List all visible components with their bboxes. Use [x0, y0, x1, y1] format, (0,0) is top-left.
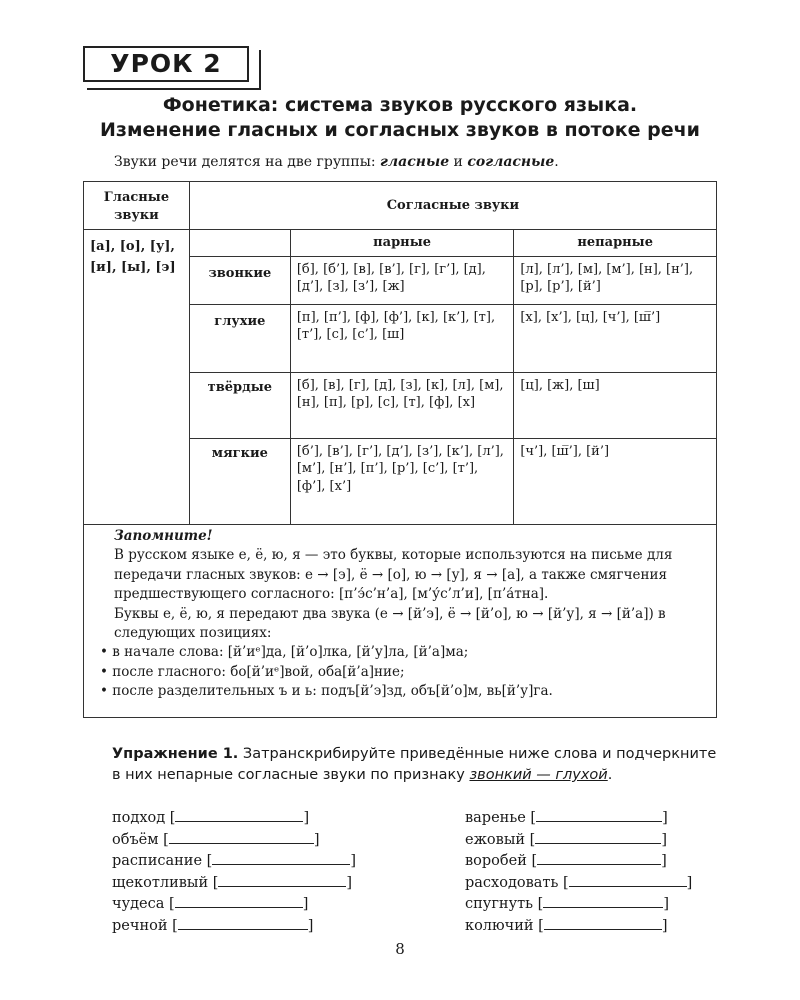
vowels-list: [а], [о], [у], [и], [ы], [э] [84, 230, 190, 525]
word: варенье [465, 810, 526, 826]
word: щекотливый [112, 874, 209, 891]
list-item: чудеса [ ] [112, 896, 309, 913]
list-item: • в начале слова: [й’иᵉ]да, [й’о]лка, [й’у]ла, [й’а]ма; [100, 644, 469, 661]
words-right-column [465, 808, 692, 938]
row-label: мягкие [189, 438, 290, 524]
row-label: глухие [189, 304, 290, 372]
intro-text [114, 154, 559, 170]
answer-blank[interactable] [169, 830, 314, 844]
exercise-end: . [607, 767, 613, 783]
row-label: твёрдые [189, 372, 290, 438]
word: ежовый [465, 831, 526, 848]
word: чудеса [112, 896, 165, 913]
word: речной [112, 917, 168, 934]
answer-blank[interactable] [544, 916, 662, 930]
list-item: щекотливый [ ] [112, 874, 353, 891]
exercise-label: Упражнение 1. [112, 746, 239, 762]
intro-and: и [449, 154, 468, 170]
lesson-title: УРОК 2 [83, 46, 249, 82]
answer-blank[interactable] [212, 851, 350, 865]
answer-blank[interactable] [536, 808, 662, 822]
answer-blank[interactable] [175, 894, 303, 908]
unpaired-header: непарные [514, 230, 717, 257]
paired-cell: [б’], [в’], [г’], [д’], [з’], [к’], [л’], [м’], [н’], [п’], [р’], [с’], [т’], [ф’], [х’] [290, 438, 514, 524]
remember-heading: Запомните! [114, 528, 213, 544]
list-item: колючий [ ] [465, 917, 668, 934]
list-item: воробей [ ] [465, 853, 667, 870]
page-title-line1: Фонетика: система звуков русского языка. [162, 94, 638, 116]
exercise-feature: звонкий — глухой [469, 767, 608, 783]
intro-consonants: согласные [467, 154, 555, 170]
bullet-text: в начале слова: [й’иᵉ]да, [й’о]лка, [й’у]ла, [й’а]ма; [112, 644, 469, 661]
word: колючий [465, 917, 534, 934]
intro-end: . [554, 154, 559, 170]
list-item: спугнуть [ ] [465, 896, 669, 913]
list-item: • после гласного: бо[й’иᵉ]вой, оба[й’а]ние; [100, 663, 405, 680]
row-label: звонкие [189, 256, 290, 304]
word: подход [112, 810, 166, 826]
sounds-table [83, 181, 717, 525]
paired-cell: [б], [б’], [в], [в’], [г], [г’], [д], [д’], [з], [з’], [ж] [290, 256, 514, 304]
answer-blank[interactable] [569, 873, 687, 887]
answer-blank[interactable] [543, 894, 663, 908]
list-item: объём [ ] [112, 831, 320, 848]
unpaired-cell: [х], [х’], [ц], [ч’], [ш̅’] [514, 304, 717, 372]
word: воробей [465, 853, 527, 870]
word: расписание [112, 853, 203, 870]
unpaired-cell: [л], [л’], [м], [м’], [н], [н’], [р], [р’], [й’] [514, 256, 717, 304]
lesson-badge [83, 46, 259, 88]
list-item: речной [ ] [112, 917, 314, 934]
answer-blank[interactable] [175, 808, 303, 822]
bullet-text: после гласного: бо[й’иᵉ]вой, оба[й’а]ние; [112, 663, 405, 680]
list-item: ежовый [ ] [465, 831, 667, 848]
answer-blank[interactable] [178, 916, 308, 930]
word: расходовать [465, 874, 559, 891]
unpaired-cell: [ц], [ж], [ш] [514, 372, 717, 438]
page-title-line2: Изменение гласных и согласных звуков в потоке речи [100, 119, 700, 141]
intro-vowels: гласные [380, 154, 450, 170]
words-left-column [112, 808, 356, 938]
empty-cell [189, 230, 290, 257]
page-number: 8 [395, 940, 405, 958]
paired-header: парные [290, 230, 514, 257]
word: спугнуть [465, 896, 534, 913]
bullet-text: после разделительных ъ и ь: подъ[й’э]зд, объ[й’о]м, вь[й’у]га. [112, 683, 553, 700]
answer-blank[interactable] [537, 851, 661, 865]
exercise-text [112, 744, 718, 786]
list-item: варенье [ ] [465, 810, 668, 826]
intro-main: Звуки речи делятся на две группы: [114, 154, 381, 170]
vowels-header: Гласные звуки [84, 182, 190, 230]
answer-blank[interactable] [535, 830, 661, 844]
word: объём [112, 831, 159, 848]
paired-cell: [б], [в], [г], [д], [з], [к], [л], [м], [н], [п], [р], [с], [т], [ф], [х] [290, 372, 514, 438]
consonants-header: Согласные звуки [189, 182, 716, 230]
remember-box [83, 523, 717, 718]
answer-blank[interactable] [218, 873, 346, 887]
remember-p2: Буквы е, ё, ю, я передают два звука (е → [й’э], ё → [й’о], ю → [й’у], я → [й’а]) в следующих позициях: [114, 605, 666, 642]
exercise-instruction: Затранскрибируйте приведённые ниже слова и подчеркните в них непарные согласные звуки по признаку [112, 746, 717, 783]
remember-p1: В русском языке е, ё, ю, я — это буквы, которые используются на письме для передачи гласных звуков: е → [э], ё → [о], ю → [у], я → [а], а также смягчения предшествующего согласного: [п’э́с’н’а], [м’у́с’л’и], [п’а́тна]. [114, 547, 673, 603]
list-item: • после разделительных ъ и ь: подъ[й’э]зд, объ[й’о]м, вь[й’у]га. [100, 683, 553, 700]
list-item: подход [ ] [112, 810, 310, 826]
paired-cell: [п], [п’], [ф], [ф’], [к], [к’], [т], [т’], [с], [с’], [ш] [290, 304, 514, 372]
list-item: расходовать [ ] [465, 874, 693, 891]
unpaired-cell: [ч’], [ш̅’], [й’] [514, 438, 717, 524]
list-item: расписание [ ] [112, 853, 357, 870]
